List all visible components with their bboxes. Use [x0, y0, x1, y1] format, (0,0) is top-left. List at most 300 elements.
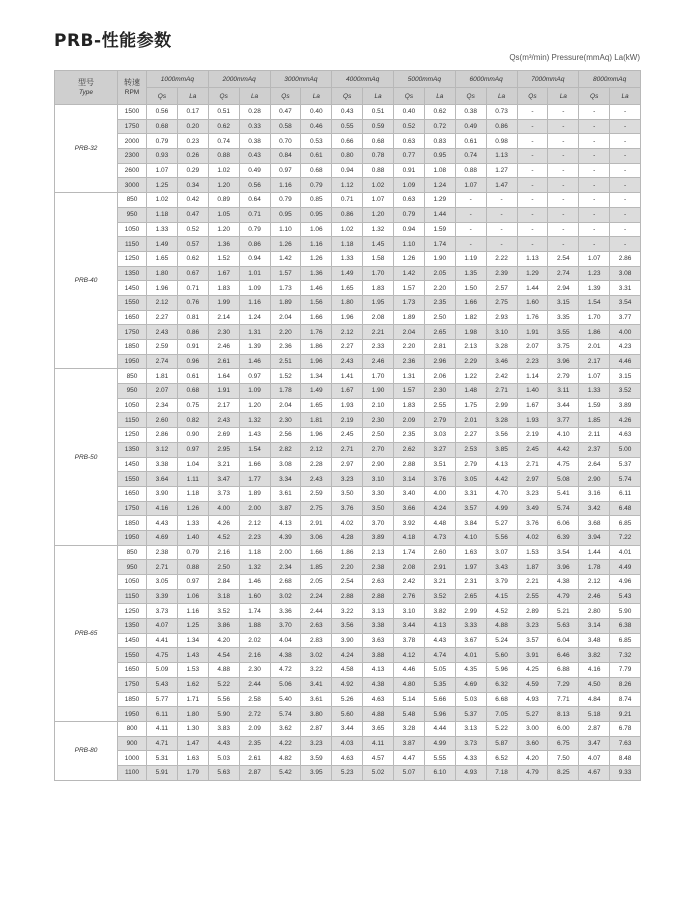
- qs-value-cell: 1.57: [394, 384, 425, 399]
- qs-value-cell: 1.89: [394, 310, 425, 325]
- qs-value-cell: 4.75: [147, 648, 178, 663]
- qs-value-cell: 2.82: [270, 442, 301, 457]
- la-value-cell: 2.81: [424, 340, 455, 355]
- qs-value-cell: 3.94: [579, 530, 610, 545]
- qs-value-cell: 1.75: [455, 398, 486, 413]
- qs-value-cell: 3.13: [455, 721, 486, 736]
- la-value-cell: 3.56: [486, 428, 517, 443]
- rpm-cell: 950: [118, 384, 147, 399]
- la-value-cell: 4.00: [424, 486, 455, 501]
- la-value-cell: 3.89: [610, 398, 641, 413]
- la-value-cell: 3.13: [363, 604, 394, 619]
- qs-value-cell: 3.76: [517, 516, 548, 531]
- la-value-cell: 4.99: [424, 736, 455, 751]
- la-value-cell: 3.61: [301, 692, 332, 707]
- rpm-cell: 1750: [118, 501, 147, 516]
- qs-value-cell: 0.93: [147, 149, 178, 164]
- qs-value-cell: 1.22: [455, 369, 486, 384]
- qs-value-cell: 3.14: [394, 472, 425, 487]
- la-value-cell: 0.43: [239, 149, 270, 164]
- qs-value-cell: 1.18: [332, 237, 363, 252]
- qs-value-cell: 3.36: [270, 604, 301, 619]
- qs-value-cell: 4.11: [147, 721, 178, 736]
- la-value-cell: 2.24: [301, 589, 332, 604]
- qs-value-cell: 5.48: [394, 707, 425, 722]
- qs-value-cell: 3.42: [579, 501, 610, 516]
- qs-value-cell: 3.82: [579, 648, 610, 663]
- rpm-cell: 3000: [118, 178, 147, 193]
- qs-value-cell: 1.13: [517, 251, 548, 266]
- la-value-cell: 1.59: [424, 222, 455, 237]
- la-value-cell: 6.85: [610, 633, 641, 648]
- la-value-cell: 5.21: [548, 604, 579, 619]
- qs-value-cell: 2.09: [394, 413, 425, 428]
- la-value-cell: 2.59: [301, 486, 332, 501]
- qs-value-cell: 2.30: [208, 325, 239, 340]
- la-value-cell: 1.46: [239, 354, 270, 369]
- rpm-cell: 900: [118, 736, 147, 751]
- la-value-cell: 3.79: [486, 575, 517, 590]
- la-value-cell: 5.35: [424, 677, 455, 692]
- la-value-cell: 0.86: [239, 237, 270, 252]
- qs-value-cell: 4.18: [394, 530, 425, 545]
- qs-value-cell: 1.96: [332, 310, 363, 325]
- la-value-cell: 1.29: [424, 193, 455, 208]
- la-value-cell: 0.78: [363, 149, 394, 164]
- la-value-cell: 1.06: [301, 222, 332, 237]
- la-value-cell: 0.86: [177, 325, 208, 340]
- la-value-cell: 1.46: [239, 575, 270, 590]
- qs-value-cell: 3.67: [455, 633, 486, 648]
- la-value-cell: 3.89: [363, 530, 394, 545]
- qs-value-cell: 4.63: [332, 751, 363, 766]
- qs-value-cell: 2.36: [394, 354, 425, 369]
- table-row: [55, 530, 641, 545]
- qs-value-cell: 3.23: [517, 619, 548, 634]
- qs-value-cell: 2.37: [579, 442, 610, 457]
- qs-value-cell: 1.78: [579, 560, 610, 575]
- la-value-cell: 4.10: [548, 428, 579, 443]
- la-value-cell: 1.85: [301, 560, 332, 575]
- la-subheader: La: [424, 88, 455, 105]
- la-value-cell: -: [548, 163, 579, 178]
- qs-value-cell: 1.80: [332, 295, 363, 310]
- qs-value-cell: 0.94: [394, 222, 425, 237]
- qs-value-cell: 3.76: [332, 501, 363, 516]
- la-value-cell: 1.58: [363, 251, 394, 266]
- qs-value-cell: 4.41: [147, 633, 178, 648]
- la-value-cell: 3.88: [363, 648, 394, 663]
- qs-subheader: Qs: [579, 88, 610, 105]
- qs-value-cell: 1.80: [147, 266, 178, 281]
- rpm-cell: 1750: [118, 119, 147, 134]
- la-value-cell: 3.06: [301, 530, 332, 545]
- la-value-cell: 2.09: [239, 721, 270, 736]
- qs-value-cell: 4.52: [208, 530, 239, 545]
- la-value-cell: 9.21: [610, 707, 641, 722]
- la-value-cell: 2.90: [363, 457, 394, 472]
- qs-value-cell: 3.57: [455, 501, 486, 516]
- la-value-cell: -: [610, 163, 641, 178]
- qs-value-cell: 3.00: [517, 721, 548, 736]
- qs-value-cell: 3.21: [208, 457, 239, 472]
- la-value-cell: 0.73: [486, 105, 517, 120]
- qs-value-cell: 3.90: [332, 633, 363, 648]
- la-value-cell: 0.40: [301, 105, 332, 120]
- qs-value-cell: 2.43: [332, 354, 363, 369]
- la-value-cell: 6.06: [548, 516, 579, 531]
- qs-value-cell: -: [579, 134, 610, 149]
- qs-value-cell: 0.79: [394, 207, 425, 222]
- qs-value-cell: 0.95: [270, 207, 301, 222]
- qs-value-cell: 2.19: [517, 428, 548, 443]
- la-value-cell: -: [486, 193, 517, 208]
- la-value-cell: 5.43: [610, 589, 641, 604]
- performance-table: [54, 70, 641, 781]
- qs-value-cell: 1.93: [517, 413, 548, 428]
- qs-value-cell: 5.09: [147, 663, 178, 678]
- qs-value-cell: 4.07: [147, 619, 178, 634]
- la-value-cell: 0.72: [424, 119, 455, 134]
- qs-value-cell: 3.87: [394, 736, 425, 751]
- qs-value-cell: 4.59: [517, 677, 548, 692]
- la-value-cell: 2.43: [301, 472, 332, 487]
- qs-value-cell: 4.43: [208, 736, 239, 751]
- la-value-cell: 6.39: [548, 530, 579, 545]
- la-value-cell: 1.66: [301, 545, 332, 560]
- la-value-cell: 1.32: [239, 413, 270, 428]
- la-value-cell: 1.70: [363, 266, 394, 281]
- la-value-cell: 0.53: [301, 134, 332, 149]
- la-value-cell: 4.70: [486, 486, 517, 501]
- qs-value-cell: 4.24: [332, 648, 363, 663]
- qs-value-cell: 4.04: [270, 633, 301, 648]
- la-value-cell: 0.23: [177, 134, 208, 149]
- rpm-cell: 1650: [118, 310, 147, 325]
- table-row: [55, 472, 641, 487]
- qs-value-cell: 2.01: [455, 413, 486, 428]
- la-value-cell: -: [548, 237, 579, 252]
- la-value-cell: 8.26: [610, 677, 641, 692]
- la-subheader: La: [363, 88, 394, 105]
- qs-value-cell: 2.20: [332, 560, 363, 575]
- la-value-cell: 5.96: [424, 707, 455, 722]
- qs-value-cell: 4.54: [208, 648, 239, 663]
- la-value-cell: 5.55: [424, 751, 455, 766]
- la-value-cell: 4.46: [610, 354, 641, 369]
- qs-value-cell: 3.50: [332, 486, 363, 501]
- la-value-cell: 3.59: [301, 751, 332, 766]
- rpm-cell: 1750: [118, 325, 147, 340]
- table-row: [55, 560, 641, 575]
- qs-value-cell: 0.52: [394, 119, 425, 134]
- qs-value-cell: -: [517, 163, 548, 178]
- la-value-cell: 5.24: [486, 633, 517, 648]
- la-value-cell: 2.94: [548, 281, 579, 296]
- qs-value-cell: 0.61: [455, 134, 486, 149]
- la-value-cell: 1.74: [424, 237, 455, 252]
- qs-value-cell: 4.47: [394, 751, 425, 766]
- la-value-cell: 5.74: [548, 501, 579, 516]
- la-value-cell: 0.62: [177, 251, 208, 266]
- qs-value-cell: 3.52: [208, 604, 239, 619]
- la-value-cell: 2.44: [239, 677, 270, 692]
- qs-value-cell: 3.87: [270, 501, 301, 516]
- la-value-cell: 6.38: [610, 619, 641, 634]
- qs-value-cell: 1.57: [270, 266, 301, 281]
- la-value-cell: 1.08: [424, 163, 455, 178]
- la-value-cell: 2.35: [424, 295, 455, 310]
- qs-subheader: Qs: [147, 88, 178, 105]
- la-value-cell: 4.13: [363, 663, 394, 678]
- qs-value-cell: 2.04: [270, 310, 301, 325]
- la-value-cell: 1.62: [177, 677, 208, 692]
- qs-value-cell: 1.23: [579, 266, 610, 281]
- la-value-cell: 2.93: [486, 310, 517, 325]
- la-value-cell: -: [548, 105, 579, 120]
- qs-value-cell: 4.92: [332, 677, 363, 692]
- la-value-cell: 8.13: [548, 707, 579, 722]
- qs-value-cell: 2.38: [147, 545, 178, 560]
- la-value-cell: 5.00: [610, 442, 641, 457]
- qs-value-cell: 2.56: [270, 428, 301, 443]
- la-value-cell: 3.46: [486, 354, 517, 369]
- qs-value-cell: 4.67: [579, 765, 610, 780]
- la-value-cell: 3.21: [424, 575, 455, 590]
- la-value-cell: 6.32: [486, 677, 517, 692]
- qs-value-cell: 0.97: [270, 163, 301, 178]
- la-value-cell: 1.16: [301, 237, 332, 252]
- qs-value-cell: 4.38: [270, 648, 301, 663]
- qs-value-cell: 2.21: [517, 575, 548, 590]
- la-value-cell: 2.88: [363, 589, 394, 604]
- la-value-cell: 0.88: [177, 560, 208, 575]
- qs-value-cell: 2.27: [147, 310, 178, 325]
- la-value-cell: 6.68: [486, 692, 517, 707]
- qs-value-cell: 4.39: [270, 530, 301, 545]
- la-value-cell: 2.46: [363, 354, 394, 369]
- la-value-cell: 5.37: [610, 457, 641, 472]
- la-value-cell: 3.50: [363, 501, 394, 516]
- qs-value-cell: 2.14: [208, 310, 239, 325]
- la-value-cell: 0.83: [424, 134, 455, 149]
- qs-value-cell: 5.03: [455, 692, 486, 707]
- la-value-cell: 3.96: [548, 354, 579, 369]
- qs-value-cell: 4.02: [517, 530, 548, 545]
- rpm-cell: 850: [118, 545, 147, 560]
- qs-value-cell: 2.20: [394, 340, 425, 355]
- qs-value-cell: 1.33: [147, 222, 178, 237]
- qs-value-cell: -: [517, 222, 548, 237]
- qs-value-cell: -: [579, 237, 610, 252]
- qs-value-cell: 2.69: [208, 428, 239, 443]
- model-cell: PRB-40: [55, 193, 118, 369]
- qs-value-cell: 3.33: [455, 619, 486, 634]
- rpm-cell: 1450: [118, 281, 147, 296]
- qs-value-cell: 1.29: [517, 266, 548, 281]
- qs-value-cell: 1.76: [517, 310, 548, 325]
- qs-value-cell: 1.02: [147, 193, 178, 208]
- la-value-cell: 2.70: [363, 442, 394, 457]
- la-value-cell: 1.34: [301, 369, 332, 384]
- la-value-cell: 1.86: [301, 340, 332, 355]
- qs-value-cell: 0.74: [208, 134, 239, 149]
- la-value-cell: 2.05: [301, 575, 332, 590]
- la-value-cell: 4.75: [548, 457, 579, 472]
- qs-value-cell: 1.98: [455, 325, 486, 340]
- qs-value-cell: 1.20: [208, 178, 239, 193]
- qs-value-cell: 0.55: [332, 119, 363, 134]
- la-value-cell: 2.57: [486, 281, 517, 296]
- la-value-cell: 1.95: [363, 295, 394, 310]
- qs-value-cell: -: [517, 119, 548, 134]
- qs-value-cell: 0.91: [394, 163, 425, 178]
- la-value-cell: 3.75: [548, 340, 579, 355]
- qs-value-cell: 2.07: [147, 384, 178, 399]
- qs-value-cell: 1.33: [332, 251, 363, 266]
- qs-value-cell: 2.61: [208, 354, 239, 369]
- rpm-column-header: [118, 71, 147, 105]
- qs-value-cell: 0.79: [270, 193, 301, 208]
- qs-value-cell: 2.42: [394, 575, 425, 590]
- qs-value-cell: -: [455, 237, 486, 252]
- la-value-cell: 2.96: [424, 354, 455, 369]
- la-value-cell: 2.42: [486, 369, 517, 384]
- qs-value-cell: 0.66: [332, 134, 363, 149]
- la-value-cell: 7.63: [610, 736, 641, 751]
- rpm-cell: 800: [118, 721, 147, 736]
- rpm-cell: 1850: [118, 692, 147, 707]
- la-value-cell: 3.82: [424, 604, 455, 619]
- la-value-cell: 1.89: [239, 486, 270, 501]
- rpm-cell: 1000: [118, 751, 147, 766]
- qs-value-cell: 2.90: [579, 472, 610, 487]
- pressure-group-header: 5000mmAq: [394, 71, 456, 88]
- table-row: [55, 266, 641, 281]
- la-value-cell: 3.28: [486, 340, 517, 355]
- qs-value-cell: 2.43: [208, 413, 239, 428]
- la-value-cell: 2.83: [301, 633, 332, 648]
- qs-value-cell: -: [517, 207, 548, 222]
- la-value-cell: 1.43: [239, 428, 270, 443]
- pressure-group-header: 4000mmAq: [332, 71, 394, 88]
- qs-value-cell: 1.67: [208, 266, 239, 281]
- la-value-cell: 3.95: [301, 765, 332, 780]
- table-row: [55, 692, 641, 707]
- table-row: [55, 384, 641, 399]
- la-value-cell: 5.27: [486, 516, 517, 531]
- qs-value-cell: 2.34: [270, 560, 301, 575]
- la-value-cell: 1.77: [239, 472, 270, 487]
- rpm-cell: 1150: [118, 589, 147, 604]
- la-value-cell: 5.08: [548, 472, 579, 487]
- rpm-cell: 2600: [118, 163, 147, 178]
- qs-value-cell: 1.44: [579, 545, 610, 560]
- qs-value-cell: 4.93: [517, 692, 548, 707]
- la-value-cell: 1.26: [301, 251, 332, 266]
- la-value-cell: 7.50: [548, 751, 579, 766]
- table-row: [55, 325, 641, 340]
- la-value-cell: 9.33: [610, 765, 641, 780]
- la-value-cell: 2.35: [239, 736, 270, 751]
- qs-value-cell: 1.53: [517, 545, 548, 560]
- rpm-cell: 1450: [118, 457, 147, 472]
- la-value-cell: -: [548, 178, 579, 193]
- qs-value-cell: 0.51: [208, 105, 239, 120]
- la-value-cell: 4.01: [610, 545, 641, 560]
- qs-value-cell: 2.54: [332, 575, 363, 590]
- qs-value-cell: 4.84: [579, 692, 610, 707]
- qs-value-cell: 1.26: [270, 237, 301, 252]
- qs-value-cell: 1.57: [394, 281, 425, 296]
- la-value-cell: 4.96: [610, 575, 641, 590]
- qs-value-cell: 2.88: [394, 457, 425, 472]
- la-value-cell: 2.08: [363, 310, 394, 325]
- la-value-cell: 1.30: [177, 721, 208, 736]
- la-value-cell: 1.45: [363, 237, 394, 252]
- la-value-cell: 2.16: [239, 648, 270, 663]
- qs-value-cell: 2.12: [332, 325, 363, 340]
- qs-value-cell: 0.43: [332, 105, 363, 120]
- la-value-cell: -: [610, 222, 641, 237]
- table-row: [55, 648, 641, 663]
- qs-value-cell: 2.62: [394, 442, 425, 457]
- la-value-cell: 7.22: [610, 530, 641, 545]
- la-value-cell: 2.63: [301, 619, 332, 634]
- la-value-cell: 4.38: [548, 575, 579, 590]
- qs-value-cell: 1.49: [147, 237, 178, 252]
- la-value-cell: 4.73: [424, 530, 455, 545]
- la-value-cell: 1.26: [177, 501, 208, 516]
- page-title: PRB-性能参数: [54, 31, 172, 51]
- la-value-cell: 2.63: [363, 575, 394, 590]
- table-row: [55, 501, 641, 516]
- qs-value-cell: 2.08: [394, 560, 425, 575]
- qs-value-cell: 3.23: [332, 472, 363, 487]
- la-value-cell: 0.67: [177, 266, 208, 281]
- la-value-cell: 1.31: [239, 325, 270, 340]
- qs-value-cell: 3.40: [394, 486, 425, 501]
- qs-value-cell: -: [579, 163, 610, 178]
- la-value-cell: 8.25: [548, 765, 579, 780]
- qs-value-cell: 3.02: [270, 589, 301, 604]
- qs-value-cell: 3.56: [332, 619, 363, 634]
- qs-value-cell: 3.62: [270, 721, 301, 736]
- qs-value-cell: 0.74: [455, 149, 486, 164]
- qs-value-cell: 0.89: [208, 193, 239, 208]
- la-value-cell: 1.20: [363, 207, 394, 222]
- la-value-cell: 5.96: [486, 663, 517, 678]
- la-value-cell: 1.27: [486, 163, 517, 178]
- la-value-cell: 1.71: [177, 692, 208, 707]
- la-value-cell: 2.75: [301, 501, 332, 516]
- qs-value-cell: 1.74: [394, 545, 425, 560]
- rpm-cell: 1550: [118, 648, 147, 663]
- table-row: [55, 193, 641, 208]
- qs-value-cell: 1.25: [147, 178, 178, 193]
- qs-value-cell: 1.14: [517, 369, 548, 384]
- qs-value-cell: 1.42: [394, 266, 425, 281]
- rpm-cell: 1450: [118, 633, 147, 648]
- qs-value-cell: 0.47: [270, 105, 301, 120]
- la-value-cell: 5.02: [363, 765, 394, 780]
- qs-value-cell: 2.64: [579, 457, 610, 472]
- la-value-cell: 6.04: [548, 633, 579, 648]
- qs-value-cell: 5.14: [394, 692, 425, 707]
- la-value-cell: 1.70: [363, 369, 394, 384]
- rpm-cell: 850: [118, 369, 147, 384]
- la-subheader: La: [301, 88, 332, 105]
